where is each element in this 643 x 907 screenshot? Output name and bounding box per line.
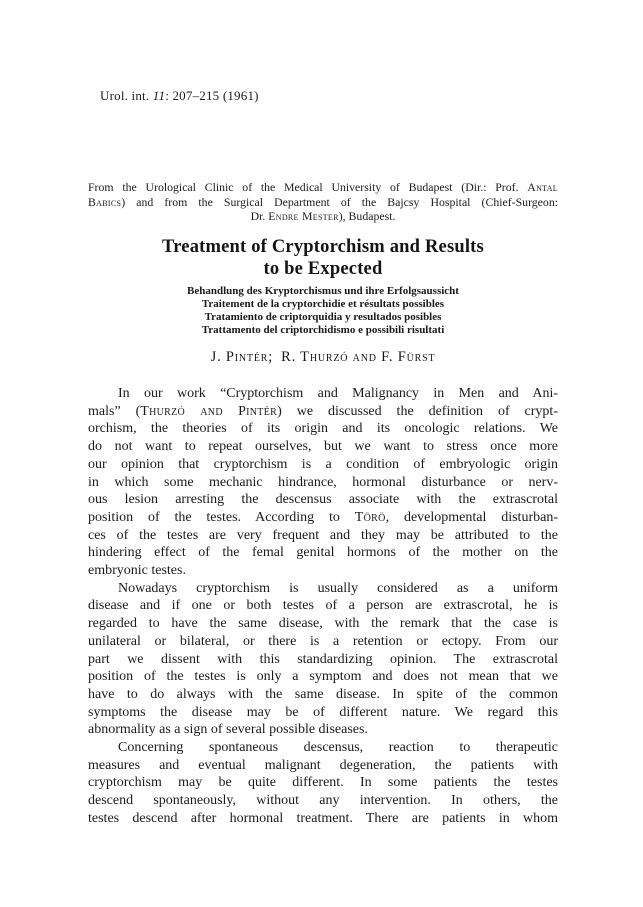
translated-titles — [73, 285, 573, 337]
text-run: our opinion that cryptorchism is a condition of embryologic origin — [88, 456, 558, 472]
text-line — [88, 633, 558, 651]
text-run: Antal — [527, 180, 558, 194]
text-run: hindering effect of the femal genital hormons of the mother on the — [88, 545, 558, 561]
text-line — [88, 597, 558, 615]
subtitle-spanish: Tratamiento de criptorquidia y resultados posibles — [204, 310, 442, 323]
text-line — [88, 456, 558, 474]
text-line — [88, 385, 558, 403]
text-run: symptoms the disease may be of different nature. We regard this — [88, 704, 558, 720]
text-run: ous lesion arresting the descensus associate with the extrascrotal — [88, 492, 558, 508]
text-line — [88, 180, 558, 195]
text-line — [88, 668, 558, 686]
text-run: Dr. — [250, 209, 269, 224]
text-run: embryonic testes. — [88, 563, 186, 579]
text-run: ces of the testes are very frequent and they may be attributed to the — [88, 527, 558, 543]
text-line — [88, 562, 558, 580]
paragraph — [88, 385, 558, 580]
text-run: do not want to repeat ourselves, but we want to stress once more — [88, 439, 558, 455]
journal-citation-volume: 11 — [152, 88, 166, 103]
text-run: Babics — [88, 194, 122, 209]
text-run: mals” ( — [88, 403, 141, 419]
paragraph — [88, 580, 558, 739]
text-run: Endre Mester — [268, 209, 339, 224]
text-run: disease and if one or both testes of a person are extrascrotal, he is — [88, 598, 558, 614]
article-body — [88, 385, 558, 828]
text-run: cryptorchism may be quite different. In some patients the testes — [88, 775, 558, 791]
subtitle-italian: Trattamento del criptorchidismo e possibili risultati — [201, 323, 445, 336]
text-run: ) and from the Surgical Department of the Bajcsy Hospital (Chief-Surgeon: — [121, 194, 558, 209]
paragraph — [88, 739, 558, 828]
affiliation-block — [88, 180, 558, 224]
article-title — [73, 237, 573, 280]
text-line — [88, 757, 558, 775]
text-line — [88, 491, 558, 509]
text-line — [88, 527, 558, 545]
text-line — [88, 195, 558, 210]
text-line — [88, 615, 558, 633]
text-line — [88, 438, 558, 456]
text-run: In our work “Cryptorchism and Malignancy in Men and Ani- — [118, 386, 558, 401]
text-run: have to do always with the same disease. In spite of the common — [88, 686, 558, 702]
text-run: regarded to have the same disease, with the remark that the case is — [88, 616, 558, 632]
text-line — [88, 474, 558, 492]
text-run: orchism, the theories of its origin and its oncologic relations. We — [88, 421, 558, 437]
text-run: abnormality as a sign of several possible diseases. — [88, 722, 368, 738]
text-run: in which some mechanic hindrance, hormonal disturbance or nerv- — [88, 474, 558, 490]
text-line — [88, 544, 558, 562]
text-line — [88, 739, 558, 757]
text-run: descend spontaneously, without any intervention. In others, the — [88, 793, 558, 809]
text-line — [88, 704, 558, 722]
text-run: part we dissent with this standardizing opinion. The extrascrotal — [88, 651, 558, 667]
subtitle-french: Traitement de la cryptorchidie et résultats possibles — [201, 297, 445, 310]
text-line — [88, 209, 558, 224]
journal-citation — [100, 88, 259, 104]
text-run: , developmental disturban- — [385, 509, 558, 525]
text-line — [88, 403, 558, 421]
text-run: From the Urological Clinic of the Medical University of Budapest (Dir.: Prof. — [88, 180, 528, 194]
text-line — [88, 686, 558, 704]
text-run: position of the testes is only a symptom and does not mean that we — [88, 669, 558, 685]
paragraph — [88, 180, 558, 224]
text-line — [88, 580, 558, 598]
text-run: unilateral or bilateral, or there is a retention or ectopy. From our — [88, 633, 558, 649]
subtitle-german: Behandlung des Kryptorchismus und ihre Erfolgsaussicht — [187, 285, 459, 297]
journal-citation-pages: : 207–215 (1961) — [165, 88, 259, 103]
text-run: ), Budapest. — [338, 209, 396, 224]
text-line — [88, 774, 558, 792]
text-run: position of the testes. According to — [88, 509, 355, 525]
text-line — [88, 721, 558, 739]
article-title-line-2: to be Expected — [263, 258, 383, 279]
text-run: Törö — [354, 509, 386, 525]
text-line — [88, 509, 558, 527]
journal-citation-name: Urol. int. — [100, 88, 153, 103]
text-run: measures and eventual malignant degeneration, the patients with — [88, 757, 558, 773]
text-run: testes descend after hormonal treatment. There are patients in whom — [88, 810, 558, 826]
text-line — [88, 792, 558, 810]
text-line — [88, 420, 558, 438]
article-title-line-1: Treatment of Cryptorchism and Results — [162, 237, 484, 257]
text-line — [88, 810, 558, 828]
text-run: Nowadays cryptorchism is usually considered as a uniform — [118, 580, 558, 596]
text-run: Thurzó and Pintér — [140, 403, 278, 419]
text-run: Concerning spontaneous descensus, reaction to therapeutic — [118, 740, 558, 756]
text-line — [88, 651, 558, 669]
text-run: ) we discussed the definition of crypt- — [277, 403, 558, 419]
authors: J. Pintér; R. Thurzó and F. Fürst — [210, 349, 436, 365]
